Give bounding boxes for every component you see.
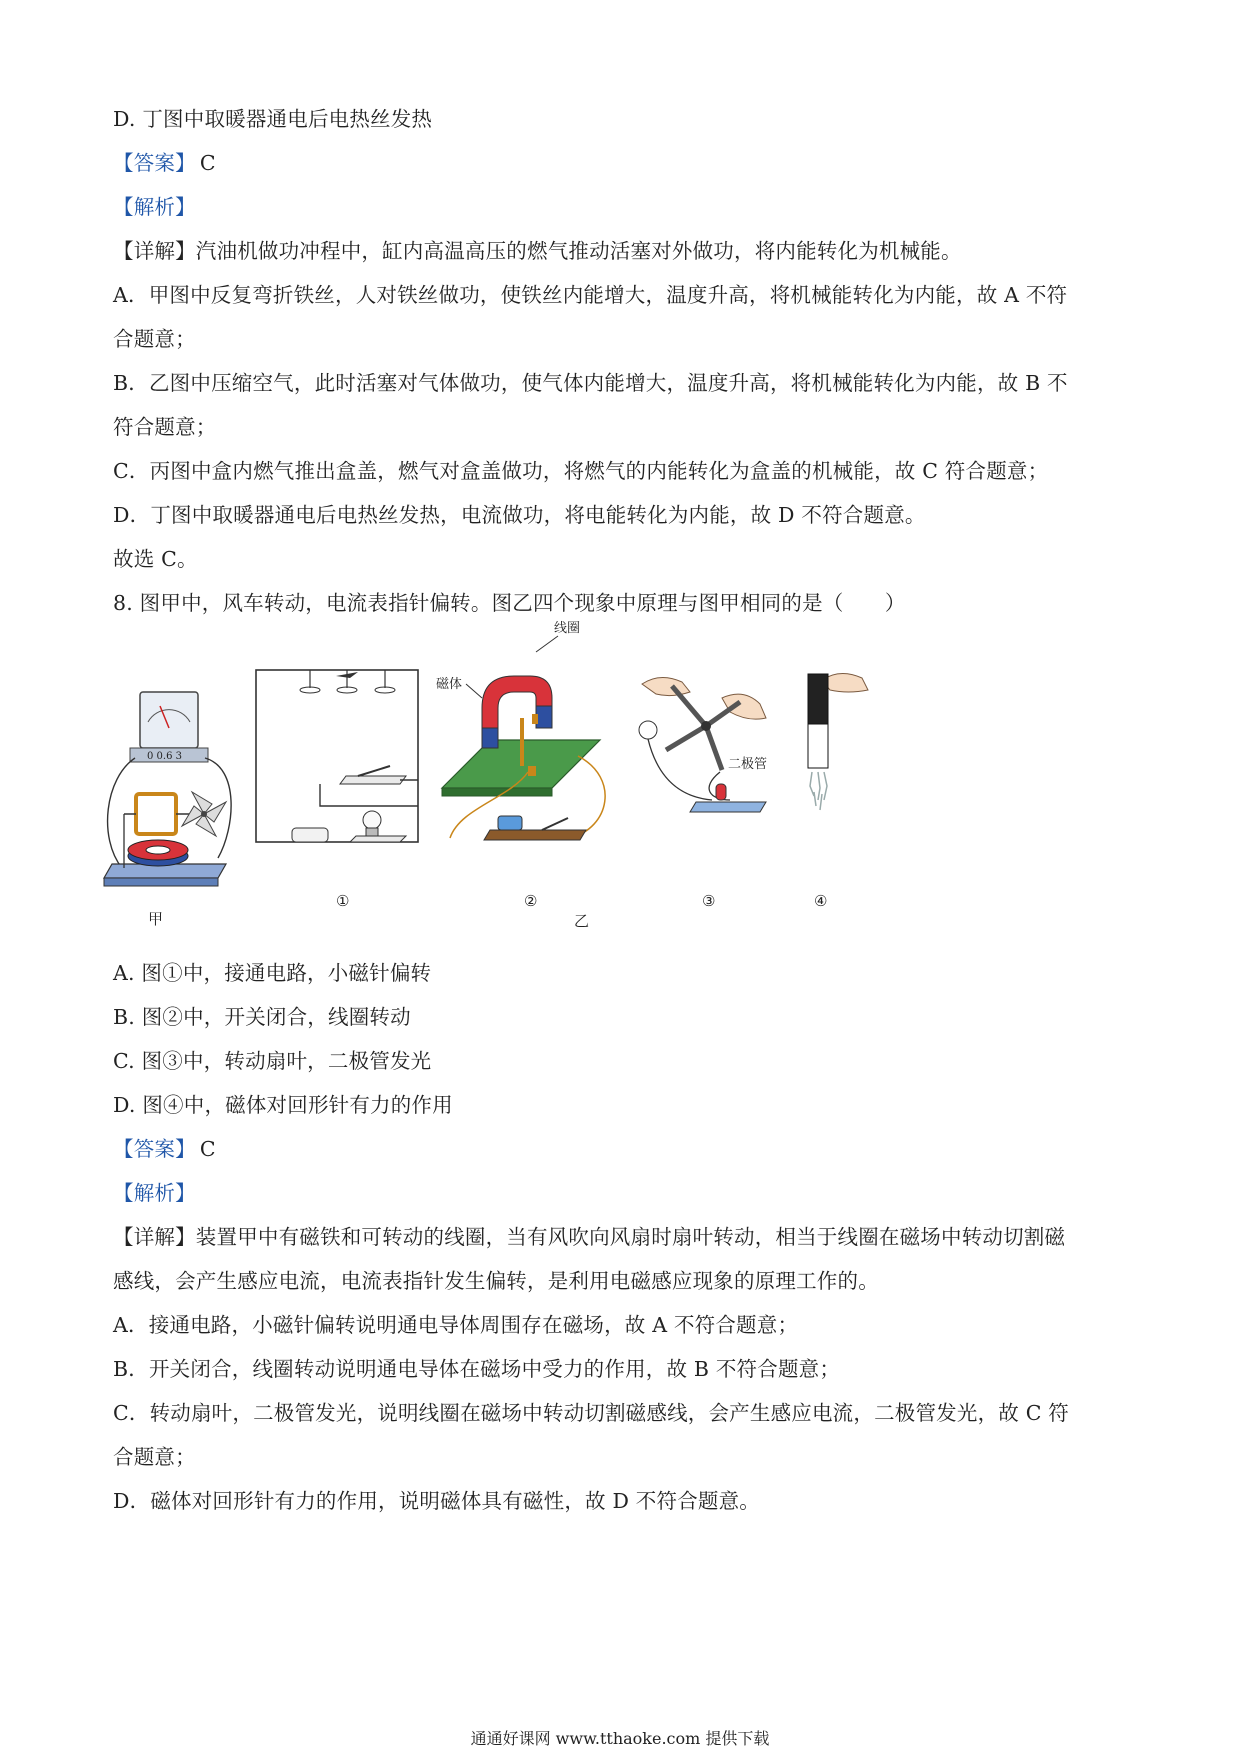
- answer-tag: 【答案】: [113, 1137, 196, 1161]
- q8-figure: [100, 621, 980, 940]
- switch-icon: [358, 766, 390, 776]
- label-diode: 二极管: [728, 757, 768, 772]
- q8-option-b: B. 图②中，开关闭合，线圈转动: [113, 1005, 411, 1029]
- diode-icon: [716, 784, 726, 800]
- q8-option-d: D. 图④中，磁体对回形针有力的作用: [113, 1093, 453, 1117]
- q7-analysis-tag: 【解析】: [113, 195, 196, 219]
- q8-detail-line: C．转动扇叶，二极管发光，说明线圈在磁场中转动切割磁感线，会产生感应电流，二极管发光，故 C 符: [113, 1401, 1070, 1425]
- q8-detail-line: 合题意；: [113, 1445, 196, 1469]
- q8-stem: 8. 图甲中，风车转动，电流表指针偏转。图乙四个现象中原理与图甲相同的是（ ）: [113, 591, 906, 615]
- label-magnet: 磁体: [436, 677, 463, 692]
- bulb-icon: [363, 811, 381, 829]
- bar-magnet-icon: [808, 674, 828, 724]
- q7-line: 符合题意；: [113, 415, 217, 439]
- figure-4: [808, 673, 868, 910]
- q7-line: D．丁图中取暖器通电后电热丝发热，电流做功，将电能转化为内能，故 D 不符合题意。: [113, 503, 926, 527]
- figure-3: [639, 677, 767, 910]
- label-coil: 线圈: [554, 621, 581, 636]
- label-3: ③: [702, 892, 716, 910]
- label-2: ②: [524, 892, 538, 910]
- q8-detail-line: D．磁体对回形针有力的作用，说明磁体具有磁性，故 D 不符合题意。: [113, 1489, 761, 1513]
- meter-scale: 0 0.6 3: [147, 751, 182, 762]
- q7-option-d: D. 丁图中取暖器通电后电热丝发热: [113, 107, 433, 131]
- page-footer: 通通好课网 www.tthaoke.com 提供下载: [470, 1729, 770, 1748]
- q7-line: 合题意；: [113, 327, 196, 351]
- q8-analysis-tag: 【解析】: [113, 1181, 196, 1205]
- figure-jia: [104, 692, 231, 928]
- figure-1: [256, 670, 418, 910]
- label-1: ①: [336, 892, 350, 910]
- answer-tag: 【答案】: [113, 151, 196, 175]
- q7-line: C．丙图中盒内燃气推出盒盖，燃气对盒盖做功，将燃气的内能转化为盒盖的机械能，故 C 符合题意；: [113, 459, 1049, 483]
- battery-icon: [498, 816, 522, 830]
- q8-answer: [113, 1134, 1127, 1164]
- q8-detail-line: 感线，会产生感应电流，电流表指针发生偏转，是利用电磁感应现象的原理工作的。: [113, 1269, 879, 1293]
- q8-option-a: A. 图①中，接通电路，小磁针偏转: [113, 961, 432, 985]
- hand-icon: [642, 677, 690, 695]
- hand-icon: [822, 673, 868, 692]
- q7-line: 故选 C。: [113, 547, 198, 571]
- q8-detail-line: B．开关闭合，线圈转动说明通电导体在磁场中受力的作用，故 B 不符合题意；: [113, 1357, 841, 1381]
- q8-option-c: C. 图③中，转动扇叶，二极管发光: [113, 1049, 432, 1073]
- q7-line: B．乙图中压缩空气，此时活塞对气体做功，使气体内能增大，温度升高，将机械能转化为内能，故 B 不: [113, 371, 1068, 395]
- answer-value: C: [199, 151, 216, 175]
- label-jia: 甲: [148, 910, 164, 928]
- q8-detail-line: 【详解】装置甲中有磁铁和可转动的线圈，当有风吹向风扇时扇叶转动，相当于线圈在磁场中转动切割磁: [113, 1225, 1066, 1249]
- switch-icon: [542, 818, 568, 830]
- q7-answer: [113, 148, 1127, 178]
- battery-icon: [292, 828, 328, 842]
- label-4: ④: [814, 892, 828, 910]
- figure-2: [436, 620, 605, 930]
- answer-value: C: [199, 1137, 216, 1161]
- label-yi: 乙: [574, 912, 590, 930]
- coil-icon: [136, 794, 176, 834]
- q7-detail: 【详解】汽油机做功冲程中，缸内高温高压的燃气推动活塞对外做功，将内能转化为机械能。: [113, 239, 962, 263]
- q7-line: A．甲图中反复弯折铁丝，人对铁丝做功，使铁丝内能增大，温度升高，将机械能转化为内能，故 A 不符: [113, 283, 1068, 307]
- paper-clips-icon: [810, 772, 827, 810]
- q8-detail-line: A．接通电路，小磁针偏转说明通电导体周围存在磁场，故 A 不符合题意；: [113, 1313, 799, 1337]
